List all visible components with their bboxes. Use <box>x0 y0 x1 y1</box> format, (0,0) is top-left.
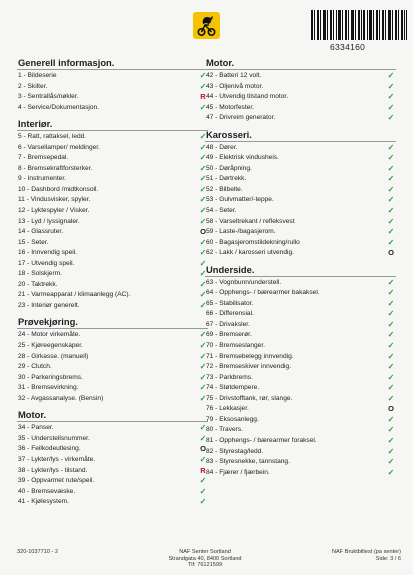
checklist-item <box>205 278 396 289</box>
checkmark-icon: ✓ <box>387 206 395 216</box>
checklist-item <box>205 103 396 114</box>
section-title: Generell informasjon. <box>17 56 208 70</box>
checklist-item-label: 47 - Drivreim generator. <box>206 114 276 122</box>
checklist-item <box>205 185 396 196</box>
checklist-item-label: 84 - Fjærer / fjærbein. <box>206 468 270 476</box>
checklist-item <box>205 436 396 447</box>
checklist-item <box>17 164 208 175</box>
checkmark-icon: ✓ <box>199 258 207 268</box>
checkmark-icon: ✓ <box>199 486 207 496</box>
checklist-item-label: 11 - Vindusvisker, spyler. <box>18 196 91 204</box>
checkmark-icon: ✓ <box>387 288 395 298</box>
checklist-item <box>205 425 396 436</box>
checklist-item-label: 15 - Seter. <box>18 238 49 246</box>
checklist-item <box>205 238 396 249</box>
checklist-item <box>205 174 396 185</box>
checklist-item-label: 1 - Bildeserie <box>18 72 57 79</box>
checklist-item <box>205 341 396 352</box>
checkmark-icon: ✓ <box>199 454 207 464</box>
checklist-item <box>205 447 396 458</box>
section-title: Motor. <box>17 408 208 422</box>
checklist-item-label: 8 - Bremsekraftforsterker. <box>18 164 93 172</box>
checkmark-icon: ✓ <box>387 174 395 184</box>
checkmark-icon: ✓ <box>387 467 395 477</box>
checklist-item <box>17 143 208 154</box>
checklist-item <box>17 394 208 405</box>
footer-page-info <box>332 549 401 562</box>
checkmark-icon: ✓ <box>199 81 207 91</box>
checkmark-icon: ✓ <box>199 184 207 194</box>
checklist-item-label: 41 - Kjølesystem. <box>18 498 69 506</box>
checkmark-icon: ✓ <box>199 351 207 361</box>
checklist-item <box>17 132 208 143</box>
checklist-item-label: 18 - Solskjerm. <box>18 270 62 278</box>
checkmark-icon: ✓ <box>387 309 395 319</box>
checklist-item <box>205 404 396 415</box>
checklist-item-label: 72 - Bremseskiver innvendig. <box>206 363 292 371</box>
section-motor-right <box>205 56 396 124</box>
checkmark-icon: ✓ <box>387 153 395 163</box>
checklist-item <box>17 206 208 217</box>
observation-status-mark: O <box>388 404 394 414</box>
section-karosseri <box>205 128 396 259</box>
checkmark-icon: ✓ <box>199 71 207 80</box>
checklist-item-label: 2 - Skilter. <box>18 82 48 90</box>
checklist-item <box>205 320 396 331</box>
section-title: Interiør. <box>17 117 208 131</box>
checklist-item-label: 5 - Ratt, rattaksel, ledd. <box>18 133 87 141</box>
checklist-item <box>205 288 396 299</box>
checklist-item-label: 80 - Travers. <box>206 426 244 434</box>
checkmark-icon: ✓ <box>387 227 395 237</box>
checkmark-icon: ✓ <box>199 362 207 372</box>
checkmark-icon: ✓ <box>199 330 207 340</box>
checklist-item <box>205 373 396 384</box>
checkmark-icon: ✓ <box>387 330 395 340</box>
checklist-item <box>17 373 208 384</box>
checklist-item <box>205 309 396 320</box>
checklist-item-label: 32 - Avgassanalyse. (Bensin) <box>18 394 104 402</box>
checklist-item-label: 81 - Opphengs- / bærearmer foraksel. <box>206 436 317 444</box>
checklist-item <box>205 248 396 259</box>
checklist-item-label: 29 - Clutch. <box>18 363 52 371</box>
checklist-item <box>17 269 208 280</box>
checkmark-icon: ✓ <box>199 300 207 310</box>
checkmark-icon: ✓ <box>199 341 207 351</box>
checklist-item <box>17 352 208 363</box>
checklist-item-label: 9 - Instrumenter. <box>18 175 67 183</box>
checklist-item-label: 31 - Bremsevirkning. <box>18 384 79 392</box>
checkmark-icon: ✓ <box>199 163 207 173</box>
checkmark-icon: ✓ <box>387 163 395 173</box>
checklist-item-label: 25 - Kjøreegenskaper. <box>18 342 83 350</box>
checklist-item-label: 12 - Lyktespyler / Visker. <box>18 207 90 215</box>
checkmark-icon: ✓ <box>387 351 395 361</box>
checkmark-icon: ✓ <box>387 92 395 102</box>
section-motor-left <box>17 408 208 507</box>
checklist-item-label: 13 - Lyd / lyssignaler. <box>18 217 80 225</box>
checkmark-icon: ✓ <box>199 433 207 443</box>
checklist-item-label: 76 - Lekkasjer. <box>206 405 249 413</box>
checklist-item <box>17 423 208 434</box>
checkmark-icon: ✓ <box>387 383 395 393</box>
checkmark-icon: ✓ <box>199 174 207 184</box>
right-column <box>205 56 396 482</box>
checklist-item <box>205 217 396 228</box>
checkmark-icon: ✓ <box>387 362 395 372</box>
checklist-item <box>205 383 396 394</box>
checklist-item <box>205 82 396 93</box>
checklist-item <box>17 301 208 312</box>
checkmark-icon: ✓ <box>387 341 395 351</box>
checkmark-icon: ✓ <box>387 195 395 205</box>
checklist-item <box>205 468 396 479</box>
checkmark-icon: ✓ <box>387 71 395 80</box>
footer-address <box>130 549 280 569</box>
checklist-item-label: 71 - Bremsebelegg innvendig. <box>206 352 294 360</box>
checklist-item-label: 51 - Dørtrekk. <box>206 175 247 183</box>
footer-center-line: NAF Senter Sortland <box>179 549 231 555</box>
checklist-item <box>17 217 208 228</box>
checklist-item-label: 53 - Gulvmatter/-teppe. <box>206 196 274 204</box>
checklist-item <box>17 82 208 93</box>
checklist-item <box>17 103 208 114</box>
checklist-item <box>205 394 396 405</box>
checklist-item <box>17 290 208 301</box>
checklist-item <box>17 248 208 259</box>
checklist-item <box>17 174 208 185</box>
checklist-item-label: 73 - Parkbrems. <box>206 373 253 381</box>
checklist-item <box>17 455 208 466</box>
checkmark-icon: ✓ <box>387 372 395 382</box>
checklist-item-label: 74 - Støtdempere. <box>206 384 260 392</box>
checkmark-icon: ✓ <box>387 435 395 445</box>
checklist-item <box>17 227 208 238</box>
checklist-item <box>205 206 396 217</box>
checklist-item-label: 24 - Motor virkemåte. <box>18 331 81 339</box>
checkmark-icon: ✓ <box>199 372 207 382</box>
checklist-item-label: 66 - Differensial. <box>206 310 254 318</box>
checklist-item-label: 36 - Feilkodeutlesing. <box>18 445 81 453</box>
checklist-item-label: 59 - Laste-/bagasjerom. <box>206 228 276 236</box>
checklist-item <box>17 153 208 164</box>
checkmark-icon: ✓ <box>387 425 395 435</box>
checklist-item-label: 48 - Dører. <box>206 143 238 151</box>
observation-status-mark: O <box>200 444 206 454</box>
checklist-item-label: 58 - Varseltrekant / refleksvest <box>206 217 295 225</box>
checkmark-icon: ✓ <box>387 446 395 456</box>
checkmark-icon: ✓ <box>387 113 395 123</box>
section-provekjoring <box>17 315 208 404</box>
checklist-item-label: 69 - Bremserør. <box>206 331 252 339</box>
checklist-item <box>205 153 396 164</box>
checklist-item-label: 34 - Panser. <box>18 424 54 432</box>
checkmark-icon: ✓ <box>199 393 207 403</box>
checkmark-icon: ✓ <box>199 195 207 205</box>
checklist-item <box>205 415 396 426</box>
checklist-item-label: 60 - Bagasjeromstildekning/rullo <box>206 238 300 246</box>
checklist-item-label: 10 - Dashbord /midtkonsoll. <box>18 185 99 193</box>
section-interior <box>17 117 208 311</box>
checklist-item <box>17 330 208 341</box>
checklist-item <box>205 113 396 124</box>
checklist-item-label: 54 - Seter. <box>206 207 237 215</box>
checklist-item <box>205 164 396 175</box>
checkmark-icon: ✓ <box>387 457 395 467</box>
checklist-item-label: 45 - Motorfester. <box>206 103 255 111</box>
checklist-item-label: 49 - Elektrisk vindusheis. <box>206 154 279 162</box>
checklist-item-label: 28 - Girkasse. (manuell) <box>18 352 89 360</box>
checklist-item-label: 70 - Bremseslanger. <box>206 342 266 350</box>
checkmark-icon: ✓ <box>199 132 207 142</box>
checkmark-icon: ✓ <box>199 206 207 216</box>
checkmark-icon: ✓ <box>199 269 207 279</box>
checklist-item-label: 14 - Glassruter. <box>18 228 64 236</box>
checklist-item-label: 23 - Interiør generelt. <box>18 301 80 309</box>
left-column <box>17 56 208 512</box>
observation-status-mark: O <box>388 248 394 258</box>
checkmark-icon: ✓ <box>199 237 207 247</box>
checklist-item-label: 63 - Vognbunn/understell. <box>206 278 282 286</box>
checklist-item-label: 65 - Stabilisator. <box>206 299 254 307</box>
checkmark-icon: ✓ <box>387 277 395 287</box>
checkmark-icon: ✓ <box>387 81 395 91</box>
checklist-item <box>17 434 208 445</box>
checklist-item <box>205 71 396 82</box>
section-title: Prøvekjøring. <box>17 315 208 329</box>
checkmark-icon: ✓ <box>199 102 207 112</box>
checkmark-icon: ✓ <box>387 319 395 329</box>
checkmark-icon: ✓ <box>387 102 395 112</box>
section-title: Motor. <box>205 56 396 70</box>
footer-center-line: Strandgata 40, 8400 Sortland <box>168 555 242 562</box>
checklist-item-label: 40 - Bremsevæske. <box>18 487 76 495</box>
checklist-item <box>205 352 396 363</box>
checklist-item-label: 42 - Batteri 12 volt. <box>206 72 262 79</box>
checkmark-icon: ✓ <box>199 290 207 300</box>
observation-status-mark: O <box>200 227 206 237</box>
checkmark-icon: ✓ <box>199 476 207 486</box>
checklist-item <box>17 195 208 206</box>
checklist-item <box>17 383 208 394</box>
checkmark-icon: ✓ <box>387 414 395 424</box>
checklist-item-label: 67 - Drivaksler. <box>206 320 250 328</box>
checklist-item <box>205 227 396 238</box>
checklist-item <box>17 362 208 373</box>
checklist-item <box>205 195 396 206</box>
checklist-item-label: 75 - Drivstofftank, rør, slange. <box>206 394 293 402</box>
checkmark-icon: ✓ <box>199 142 207 152</box>
checklist-item <box>205 299 396 310</box>
checklist-item-label: 16 - Innvendig speil. <box>18 249 78 257</box>
checklist-item-label: 83 - Styresnekke, tannstang. <box>206 458 290 466</box>
checklist-item <box>17 497 208 508</box>
checklist-item <box>17 466 208 477</box>
checklist-item <box>17 476 208 487</box>
checklist-item-label: 4 - Service/Dokumentasjon. <box>18 103 99 111</box>
checklist-item-label: 17 - Utvendig speil. <box>18 259 75 267</box>
barcode-number: 6334160 <box>330 42 366 52</box>
checklist-item-label: 3 - Sentrallås/nøkler. <box>18 93 79 101</box>
checklist-item <box>17 185 208 196</box>
checklist-item-label: 62 - Lakk / karosseri utvendig. <box>206 249 294 257</box>
section-title: Karosseri. <box>205 128 396 142</box>
checklist-item <box>205 92 396 103</box>
checkmark-icon: ✓ <box>387 142 395 152</box>
footer-reference: 320-1037710 - 2 <box>17 549 59 555</box>
checklist-item-label: 52 - Bilbelte. <box>206 185 243 193</box>
checklist-item-label: 44 - Utvendig tilstand motor. <box>206 93 289 101</box>
checklist-item-label: 39 - Oppvarmet rute/speil. <box>18 477 95 485</box>
checklist-item-label: 35 - Understellsnummer. <box>18 434 90 442</box>
checklist-item-label: 38 - Lykter/lys - tilstand. <box>18 466 88 474</box>
checkmark-icon: ✓ <box>199 423 207 433</box>
checklist-item <box>205 362 396 373</box>
repair-status-mark: R <box>200 465 206 475</box>
checklist-item-label: 21 - Varmeapparat / klimaanlegg (AC). <box>18 291 131 299</box>
checkmark-icon: ✓ <box>199 383 207 393</box>
checklist-item <box>17 280 208 291</box>
repair-status-mark: R <box>200 92 206 102</box>
checkmark-icon: ✓ <box>387 216 395 226</box>
section-title: Underside. <box>205 263 396 277</box>
checklist-item-label: 7 - Bremsepedal. <box>18 154 69 162</box>
checklist-item <box>17 238 208 249</box>
checklist-item-label: 43 - Oljenivå motor. <box>206 82 264 90</box>
checklist-item <box>17 341 208 352</box>
checkmark-icon: ✓ <box>199 216 207 226</box>
checklist-item-label: 30 - Parkeringsbrems. <box>18 373 83 381</box>
checklist-item-label: 6 - Varsellamper/ meldinger. <box>18 143 100 151</box>
footer-center-line: Tlf: 76121599 <box>187 562 223 569</box>
barcode <box>311 10 407 40</box>
checklist-item-label: 64 - Opphengs- / bærearmer bakaksel. <box>206 289 320 297</box>
checkmark-icon: ✓ <box>387 237 395 247</box>
checkmark-icon: ✓ <box>199 279 207 289</box>
checkmark-icon: ✓ <box>199 248 207 258</box>
checkmark-icon: ✓ <box>387 184 395 194</box>
section-underside <box>205 263 396 478</box>
checklist-item <box>17 444 208 455</box>
checklist-item <box>205 143 396 154</box>
checklist-item-label: 82 - Styrestag/ledd. <box>206 447 264 455</box>
checklist-item <box>205 457 396 468</box>
checklist-item-label: 37 - Lykter/lys - virkemåte. <box>18 455 96 463</box>
checkmark-icon: ✓ <box>199 497 207 507</box>
checklist-item-label: 79 - Eksosanlegg. <box>206 415 259 423</box>
checkmark-icon: ✓ <box>387 298 395 308</box>
checklist-item <box>205 330 396 341</box>
footer-right-line: NAF Bruktbiltest (pa senter) <box>331 549 401 555</box>
checklist-item <box>17 487 208 498</box>
checklist-item-label: 20 - Taktrekk. <box>18 280 58 288</box>
footer-right-line: Side: 3 / 6 <box>375 555 401 562</box>
checkmark-icon: ✓ <box>387 393 395 403</box>
checklist-item <box>17 259 208 270</box>
naf-logo <box>193 12 220 39</box>
checklist-item-label: 50 - Døråpning. <box>206 164 252 172</box>
section-generell <box>17 56 208 113</box>
checklist-item <box>17 71 208 82</box>
checklist-item <box>17 92 208 103</box>
checkmark-icon: ✓ <box>199 153 207 163</box>
